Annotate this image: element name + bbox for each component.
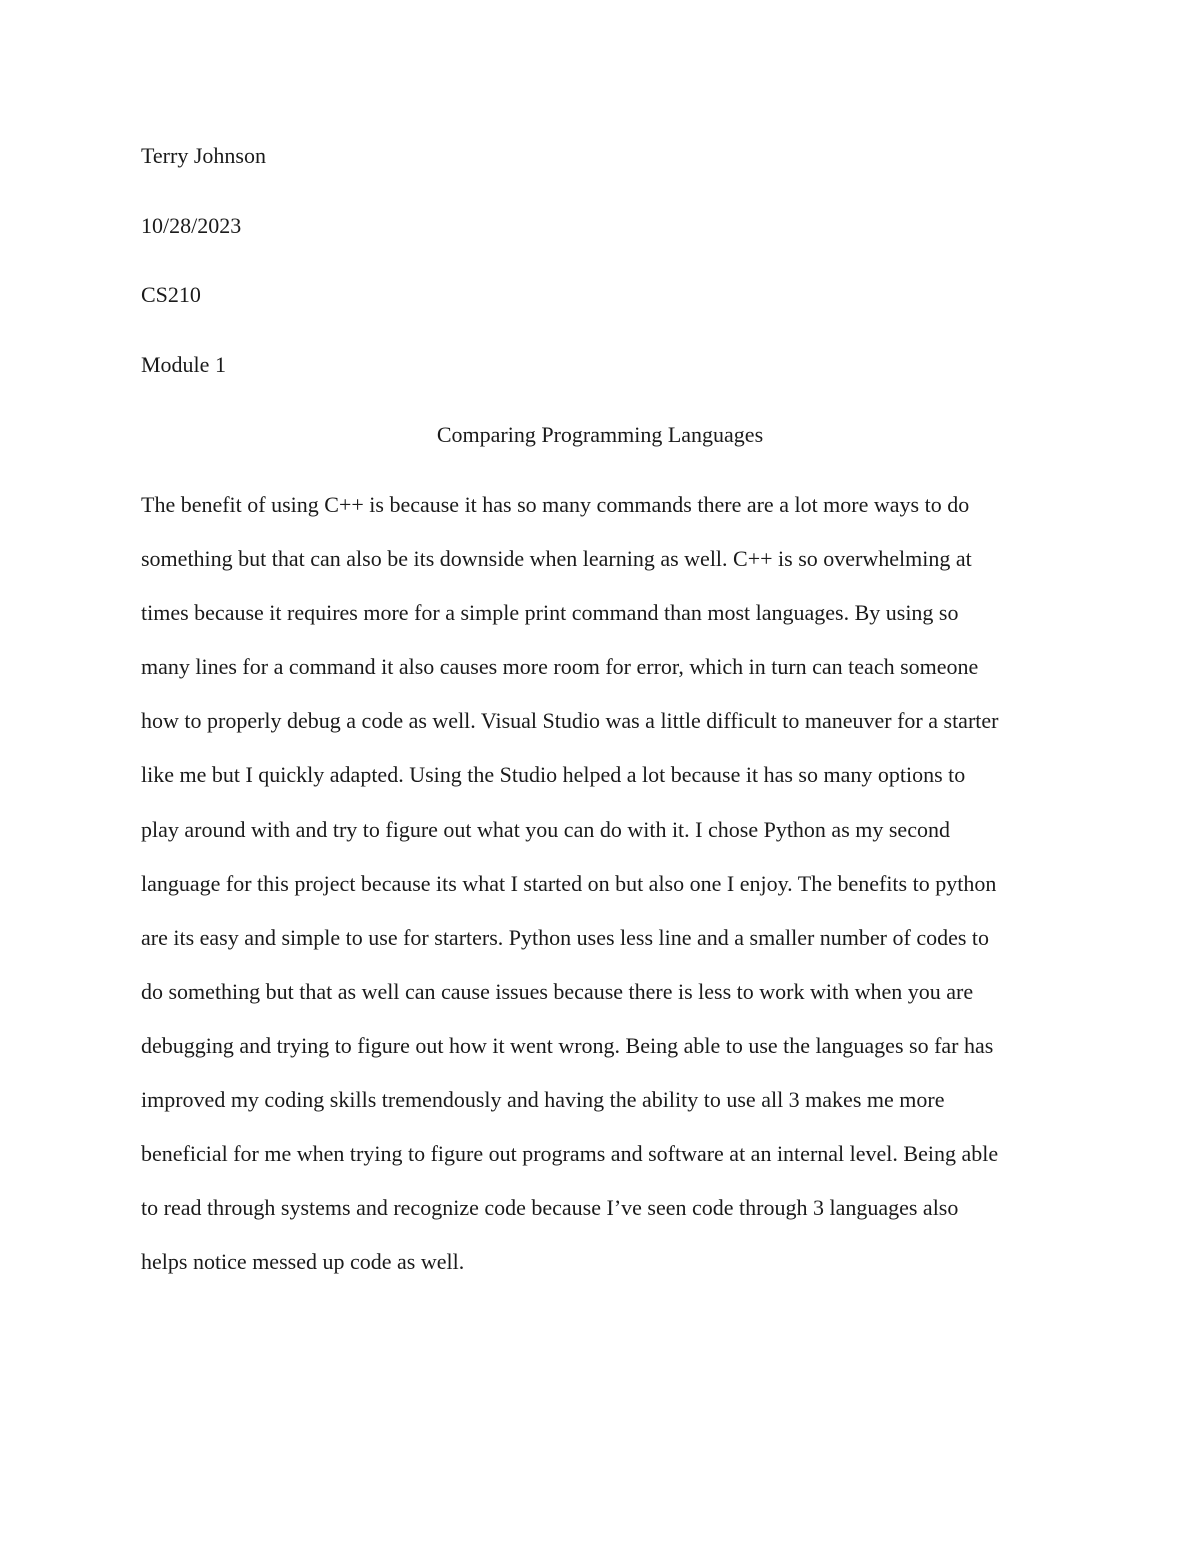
document-title: Comparing Programming Languages bbox=[436, 422, 764, 447]
submission-date: 10/28/2023 bbox=[141, 213, 242, 238]
body-line: play around with and try to figure out what you can do with it. I chose Python as my second bbox=[141, 817, 950, 842]
body-line: beneficial for me when trying to figure out programs and software at an internal level. Being able bbox=[141, 1141, 999, 1166]
body-line: do something but that as well can cause issues because there is less to work with when you are bbox=[141, 979, 974, 1004]
module-label: Module 1 bbox=[141, 352, 226, 377]
body-line: many lines for a command it also causes more room for error, which in turn can teach someone bbox=[141, 654, 979, 679]
body-line: times because it requires more for a simple print command than most languages. By using so bbox=[141, 600, 959, 625]
author-name: Terry Johnson bbox=[141, 143, 266, 168]
body-line: language for this project because its what I started on but also one I enjoy. The benefits to python bbox=[141, 871, 997, 896]
course-code: CS210 bbox=[141, 282, 201, 307]
body-line: are its easy and simple to use for starters. Python uses less line and a smaller number of codes to bbox=[141, 925, 990, 950]
body-line: improved my coding skills tremendously and having the ability to use all 3 makes me more bbox=[141, 1087, 945, 1112]
body-line: how to properly debug a code as well. Visual Studio was a little difficult to maneuver for a starter bbox=[141, 708, 999, 733]
body-line: debugging and trying to figure out how it went wrong. Being able to use the languages so far has bbox=[141, 1033, 994, 1058]
body-line: helps notice messed up code as well. bbox=[141, 1249, 465, 1274]
body-line: like me but I quickly adapted. Using the Studio helped a lot because it has so many options to bbox=[141, 762, 966, 787]
body-line: The benefit of using C++ is because it has so many commands there are a lot more ways to do bbox=[141, 492, 970, 517]
body-line: something but that can also be its downside when learning as well. C++ is so overwhelming at bbox=[141, 546, 972, 571]
body-line: to read through systems and recognize code because I’ve seen code through 3 languages also bbox=[141, 1195, 959, 1220]
